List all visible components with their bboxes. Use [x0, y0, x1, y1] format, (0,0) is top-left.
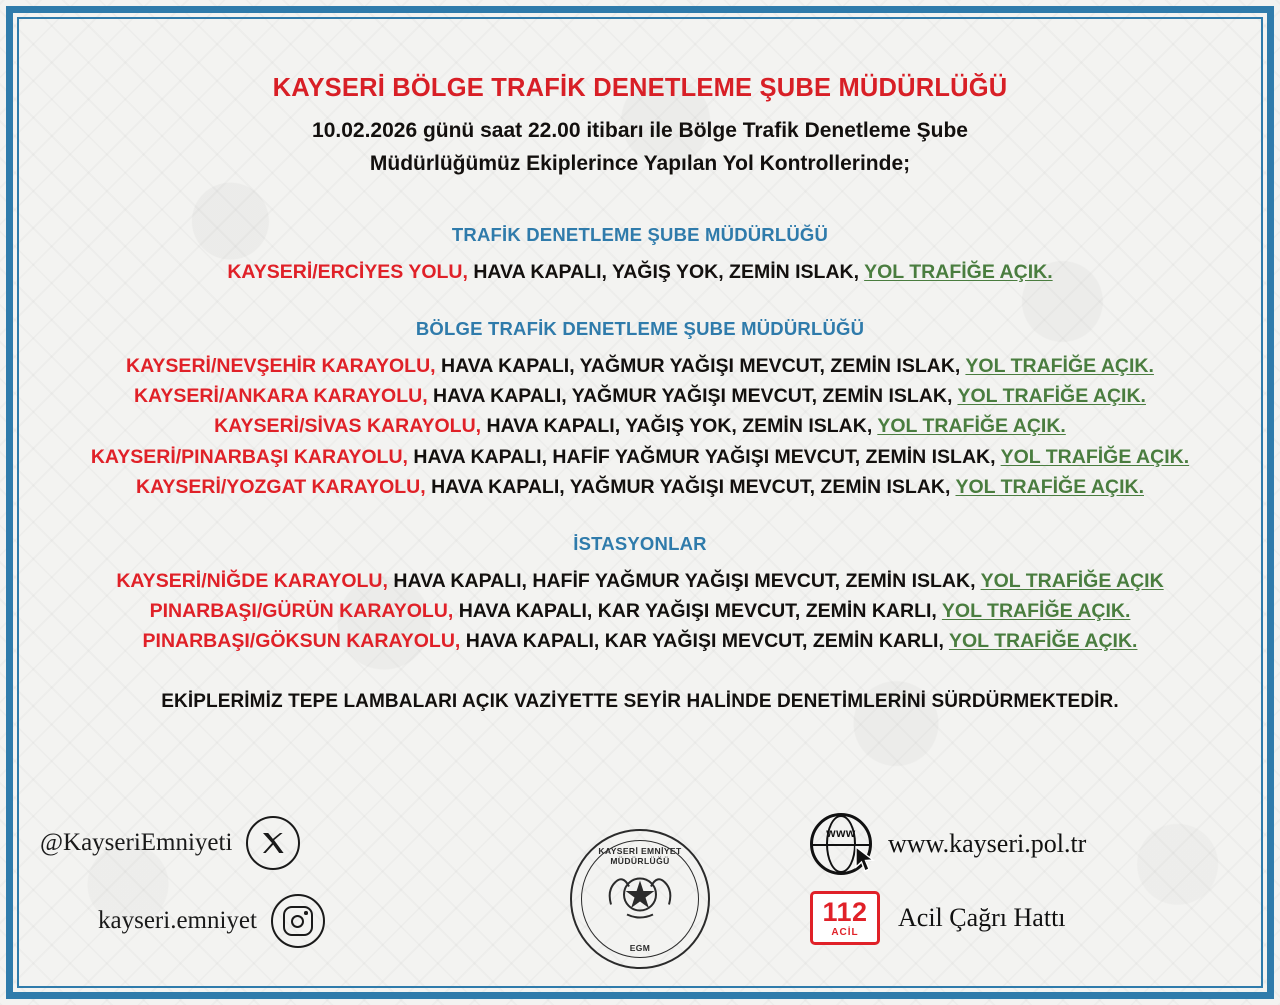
website-row[interactable]	[810, 811, 1240, 877]
section-heading: BÖLGE TRAFİK DENETLEME ŞUBE MÜDÜRLÜĞÜ	[415, 317, 865, 339]
road-name: PINARBAŞI/GÖKSUN KARAYOLU,	[142, 630, 461, 653]
road-status-row	[48, 257, 1232, 287]
emblem-bottom-text: EGM	[629, 943, 651, 953]
road-status: YOL TRAFİĞE AÇIK.	[1000, 445, 1190, 468]
road-status-row	[48, 566, 1232, 596]
road-conditions: HAVA KAPALI, KAR YAĞIŞI MEVCUT, ZEMİN KARLI,	[453, 599, 942, 622]
road-status: YOL TRAFİĞE AÇIK.	[955, 476, 1144, 499]
emergency-number: 112	[822, 896, 868, 927]
page-subtitle	[230, 115, 1050, 180]
road-name: KAYSERİ/SİVAS KARAYOLU,	[214, 415, 482, 438]
emergency-112-badge	[810, 891, 880, 945]
section-istasyonlar	[48, 533, 1232, 657]
road-status-row	[48, 442, 1232, 472]
road-status: YOL TRAFİĞE AÇIK.	[948, 630, 1138, 653]
road-conditions: HAVA KAPALI, YAĞIŞ YOK, ZEMİN ISLAK,	[481, 415, 878, 438]
road-conditions: HAVA KAPALI, HAFİF YAĞMUR YAĞIŞI MEVCUT, ZEMİN ISLAK,	[387, 569, 981, 592]
road-status: YOL TRAFİĞE AÇIK.	[957, 384, 1146, 407]
road-conditions: HAVA KAPALI, YAĞMUR YAĞIŞI MEVCUT, ZEMİN ISLAK,	[425, 476, 956, 499]
instagram-handle-label: kayseri.emniyet	[98, 907, 257, 934]
road-status-row	[48, 596, 1232, 626]
road-status-row	[48, 411, 1232, 441]
emblem-top-text: KAYSERİ EMNİYET MÜDÜRLÜĞÜ	[598, 846, 682, 866]
page-title: KAYSERİ BÖLGE TRAFİK DENETLEME ŞUBE MÜDÜRLÜĞÜ	[272, 74, 1008, 102]
road-name: KAYSERİ/PINARBAŞI KARAYOLU,	[90, 445, 408, 468]
road-status: YOL TRAFİĞE AÇIK.	[941, 599, 1131, 622]
x-social-row[interactable]	[40, 811, 400, 875]
footer-logo-strip	[40, 811, 1240, 971]
section-trafik-denetleme	[48, 224, 1232, 287]
road-status: YOL TRAFİĞE AÇIK.	[965, 354, 1154, 377]
road-conditions: HAVA KAPALI, YAĞIŞ YOK, ZEMİN ISLAK,	[467, 261, 865, 284]
road-status-row	[48, 381, 1232, 411]
road-status: YOL TRAFİĞE AÇIK.	[877, 415, 1066, 438]
road-conditions: HAVA KAPALI, HAFİF YAĞMUR YAĞIŞI MEVCUT, ZEMİN ISLAK,	[407, 445, 1001, 468]
road-status-row	[48, 351, 1232, 381]
road-conditions: HAVA KAPALI, YAĞMUR YAĞIŞI MEVCUT, ZEMİN ISLAK,	[435, 354, 966, 377]
road-conditions: HAVA KAPALI, KAR YAĞIŞI MEVCUT, ZEMİN KARLI,	[460, 630, 949, 653]
subtitle-line-1: 10.02.2026 günü saat 22.00 itibarı ile Bölge Trafik Denetleme Şube	[312, 119, 968, 142]
subtitle-line-2: Müdürlüğümüz Ekiplerince Yapılan Yol Kontrollerinde;	[369, 151, 911, 175]
road-name: KAYSERİ/ANKARA KARAYOLU,	[134, 384, 428, 407]
section-heading: TRAFİK DENETLEME ŞUBE MÜDÜRLÜĞÜ	[451, 224, 829, 246]
road-name: PINARBAŞI/GÜRÜN KARAYOLU,	[149, 599, 454, 622]
road-status: YOL TRAFİĞE AÇIK	[980, 569, 1164, 592]
police-emblem-icon	[570, 829, 710, 969]
globe-www-label: www	[826, 826, 856, 840]
x-handle-label: @KayseriEmniyeti	[40, 829, 233, 856]
social-links	[40, 811, 400, 953]
road-conditions: HAVA KAPALI, YAĞMUR YAĞIŞI MEVCUT, ZEMİN ISLAK,	[427, 384, 958, 407]
globe-icon	[810, 813, 872, 875]
road-name: KAYSERİ/YOZGAT KARAYOLU,	[136, 476, 426, 499]
road-name: KAYSERİ/ERCİYES YOLU,	[227, 261, 468, 284]
x-twitter-icon[interactable]	[246, 816, 300, 870]
emblem-star-icon	[603, 865, 677, 934]
road-name: KAYSERİ/NİĞDE KARAYOLU,	[116, 569, 388, 592]
website-label[interactable]: www.kayseri.pol.tr	[888, 829, 1087, 858]
emergency-row	[810, 891, 1240, 945]
road-status-row	[48, 626, 1232, 656]
section-bolge-trafik-denetleme	[48, 318, 1232, 503]
contact-block	[810, 811, 1240, 945]
instagram-icon[interactable]	[271, 894, 325, 948]
mouse-cursor-icon	[854, 846, 878, 879]
instagram-social-row[interactable]	[40, 889, 400, 953]
patrol-note: EKİPLERİMİZ TEPE LAMBALARI AÇIK VAZİYETTE SEYİR HALİNDE DENETİMLERİNİ SÜRDÜRMEKTEDİR.	[161, 690, 1119, 712]
road-name: KAYSERİ/NEVŞEHİR KARAYOLU,	[126, 354, 436, 377]
section-heading: İSTASYONLAR	[573, 532, 707, 554]
road-status: YOL TRAFİĞE AÇIK.	[864, 261, 1053, 284]
emergency-label: Acil Çağrı Hattı	[898, 903, 1066, 932]
road-status-row	[48, 472, 1232, 502]
emergency-sub-label: ACİL	[831, 926, 859, 938]
